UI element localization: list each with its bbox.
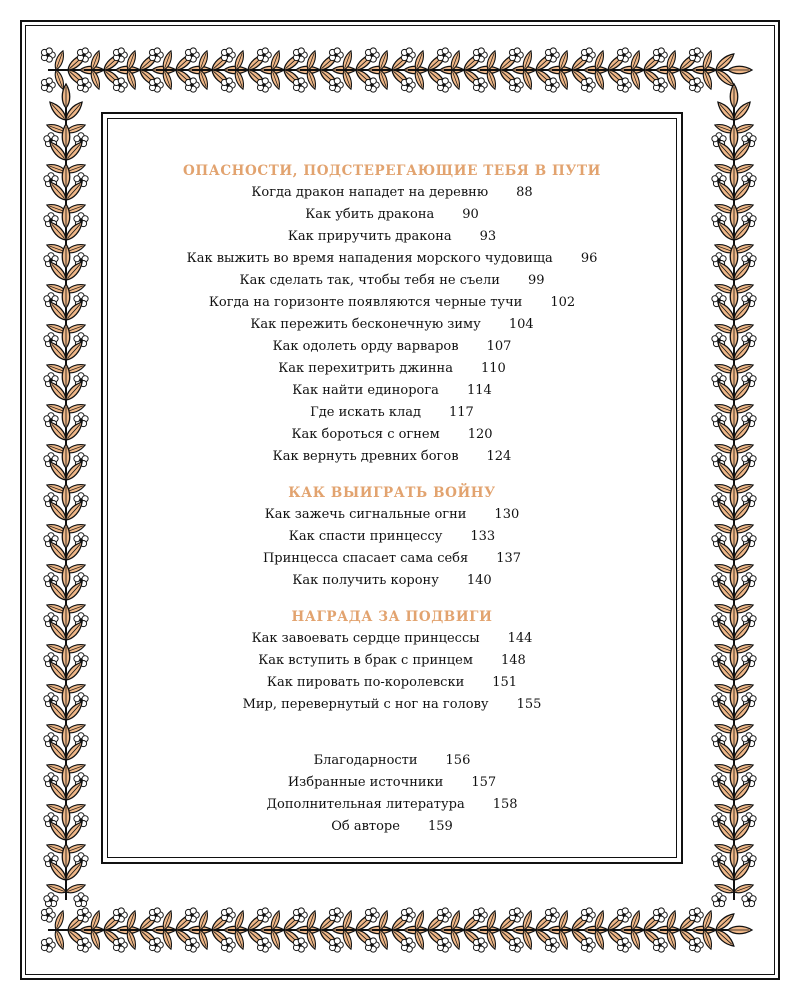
leaf-sprig-icon	[689, 908, 752, 952]
entry-title: Как найти единорога	[292, 383, 439, 398]
page-number: 120	[467, 427, 493, 442]
entry-title: Благодарности	[313, 753, 418, 768]
entry-title: Как убить дракона	[305, 207, 435, 222]
page-number: 114	[466, 383, 492, 398]
page-number: 156	[445, 753, 471, 768]
page-number: 157	[471, 775, 497, 790]
page-number: 137	[496, 551, 522, 566]
entry-title: Как выжить во время нападения морского чудовища	[186, 251, 553, 266]
entry-title: Мир, перевернутый с ног на голову	[242, 697, 489, 712]
toc-entry[interactable]	[110, 248, 674, 270]
section-dangers	[110, 160, 674, 468]
entry-title: Принцесса спасает сама себя	[262, 551, 469, 566]
toc-entry[interactable]	[110, 424, 674, 446]
page-number: 144	[507, 631, 533, 646]
page-number: 148	[500, 653, 526, 668]
page-number: 104	[508, 317, 534, 332]
entry-title: Об авторе	[331, 819, 400, 834]
page-number: 110	[480, 361, 506, 376]
toc-entry[interactable]	[110, 380, 674, 402]
entry-title: Как зажечь сигнальные огни	[264, 507, 467, 522]
page-number: 93	[479, 229, 497, 244]
page-number: 96	[580, 251, 598, 266]
entry-title: Где искать клад	[310, 405, 421, 420]
toc-entry[interactable]	[110, 446, 674, 468]
toc-entry[interactable]	[110, 570, 674, 592]
toc-entry[interactable]	[110, 650, 674, 672]
toc-entry[interactable]	[110, 204, 674, 226]
entry-title: Как бороться с огнем	[291, 427, 440, 442]
section-reward	[110, 606, 674, 716]
page-number: 155	[516, 697, 542, 712]
entry-title: Когда дракон нападет на деревню	[251, 185, 489, 200]
entry-title: Как спасти принцессу	[288, 529, 443, 544]
page-number: 140	[466, 573, 492, 588]
toc-entry[interactable]	[110, 628, 674, 650]
toc-entry[interactable]	[110, 504, 674, 526]
toc-entry[interactable]	[110, 750, 674, 772]
page-number: 133	[470, 529, 496, 544]
entry-title: Как одолеть орду варваров	[272, 339, 459, 354]
toc-entry[interactable]	[110, 816, 674, 838]
toc-entry[interactable]	[110, 270, 674, 292]
entry-title: Как получить корону	[292, 573, 439, 588]
entry-title: Как вернуть древних богов	[272, 449, 459, 464]
entry-title: Как завоевать сердце принцессы	[251, 631, 480, 646]
page-number: 117	[448, 405, 474, 420]
page-number: 158	[492, 797, 518, 812]
entry-title: Избранные источники	[287, 775, 444, 790]
entry-title: Как пировать по-королевски	[266, 675, 465, 690]
toc-entry[interactable]	[110, 314, 674, 336]
toc-entry[interactable]	[110, 182, 674, 204]
section-title: КАК ВЫИГРАТЬ ВОЙНУ	[288, 485, 496, 501]
toc-entry[interactable]	[110, 358, 674, 380]
page-number: 130	[494, 507, 520, 522]
page-number: 151	[492, 675, 518, 690]
entry-title: Как перехитрить джинна	[278, 361, 453, 376]
leaf-sprig-icon	[689, 48, 752, 92]
section-war	[110, 482, 674, 592]
page-number: 159	[427, 819, 453, 834]
section-title: ОПАСНОСТИ, ПОДСТЕРЕГАЮЩИЕ ТЕБЯ В ПУТИ	[183, 163, 601, 179]
toc-entry[interactable]	[110, 672, 674, 694]
table-of-contents	[110, 160, 674, 838]
toc-entry[interactable]	[110, 526, 674, 548]
page-number: 102	[550, 295, 576, 310]
toc-entry[interactable]	[110, 336, 674, 358]
section-title: НАГРАДА ЗА ПОДВИГИ	[291, 609, 493, 625]
page-number: 90	[462, 207, 479, 222]
entry-title: Как пережить бесконечную зиму	[250, 317, 481, 332]
toc-entry[interactable]	[110, 226, 674, 248]
back-matter	[110, 750, 674, 838]
toc-entry[interactable]	[110, 548, 674, 570]
entry-title: Как вступить в брак с принцем	[258, 653, 473, 668]
toc-entry[interactable]	[110, 292, 674, 314]
toc-entry[interactable]	[110, 402, 674, 424]
page-number: 99	[527, 273, 545, 288]
page-number: 124	[486, 449, 512, 464]
toc-entry[interactable]	[110, 794, 674, 816]
toc-entry[interactable]	[110, 772, 674, 794]
entry-title: Когда на горизонте появляются черные тучи	[208, 295, 523, 310]
page-number: 88	[516, 185, 533, 200]
page-number: 107	[486, 339, 512, 354]
entry-title: Как приручить дракона	[287, 229, 452, 244]
entry-title: Как сделать так, чтобы тебя не съели	[239, 273, 500, 288]
entry-title: Дополнительная литература	[266, 797, 465, 812]
toc-entry[interactable]	[110, 694, 674, 716]
